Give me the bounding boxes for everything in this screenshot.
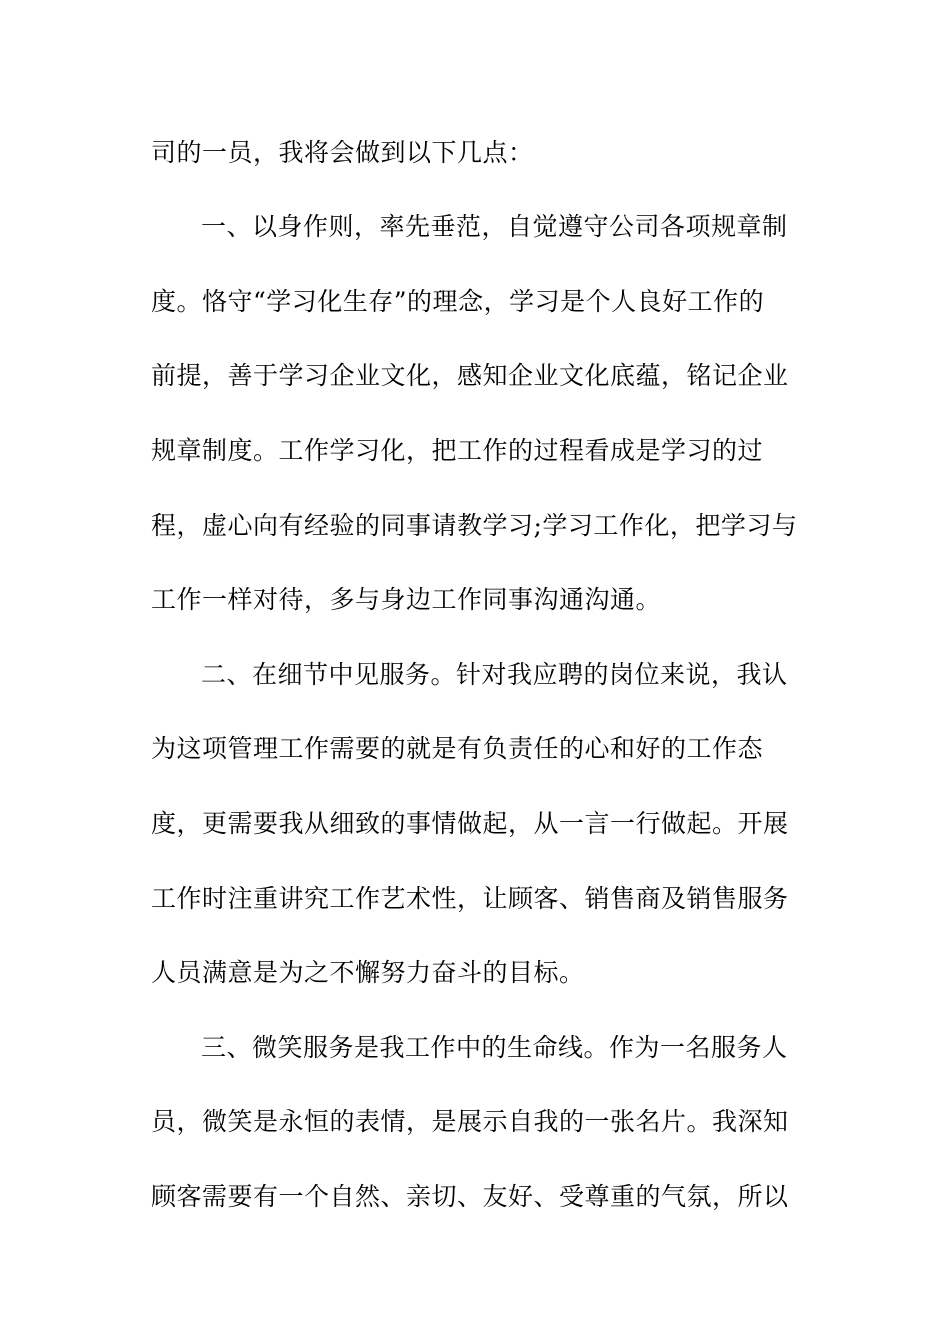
paragraph-1-first-line: 一、以身作则，率先垂范，自觉遵守公司各项规章制 xyxy=(201,212,788,241)
paragraph-2-first-line: 二、在细节中见服务。针对我应聘的岗位来说，我认 xyxy=(201,660,788,689)
text-line: 度，更需要我从细致的事情做起，从一言一行做起。开展 xyxy=(151,809,789,838)
text-line: 工作时注重讲究工作艺术性，让顾客、销售商及销售服务 xyxy=(151,884,789,913)
text-line: 司的一员，我将会做到以下几点： xyxy=(151,138,534,167)
text-line: 顾客需要有一个自然、亲切、友好、受尊重的气氛，所以 xyxy=(151,1182,789,1211)
text-line: 程，虚心向有经验的同事请教学习;学习工作化，把学习与 xyxy=(151,511,798,540)
text-line: 度。恪守“学习化生存”的理念，学习是个人良好工作的 xyxy=(151,287,765,316)
paragraph-3-first-line: 三、微笑服务是我工作中的生命线。作为一名服务人 xyxy=(201,1033,788,1062)
text-line: 前提，善于学习企业文化，感知企业文化底蕴，铭记企业 xyxy=(151,361,789,390)
text-line: 工作一样对待，多与身边工作同事沟通沟通。 xyxy=(151,585,662,614)
text-line: 规章制度。工作学习化，把工作的过程看成是学习的过 xyxy=(151,436,764,465)
text-line: 人员满意是为之不懈努力奋斗的目标。 xyxy=(151,958,585,987)
text-line: 为这项管理工作需要的就是有负责任的心和好的工作态 xyxy=(151,734,764,763)
text-line: 员，微笑是永恒的表情，是展示自我的一张名片。我深知 xyxy=(151,1107,789,1136)
